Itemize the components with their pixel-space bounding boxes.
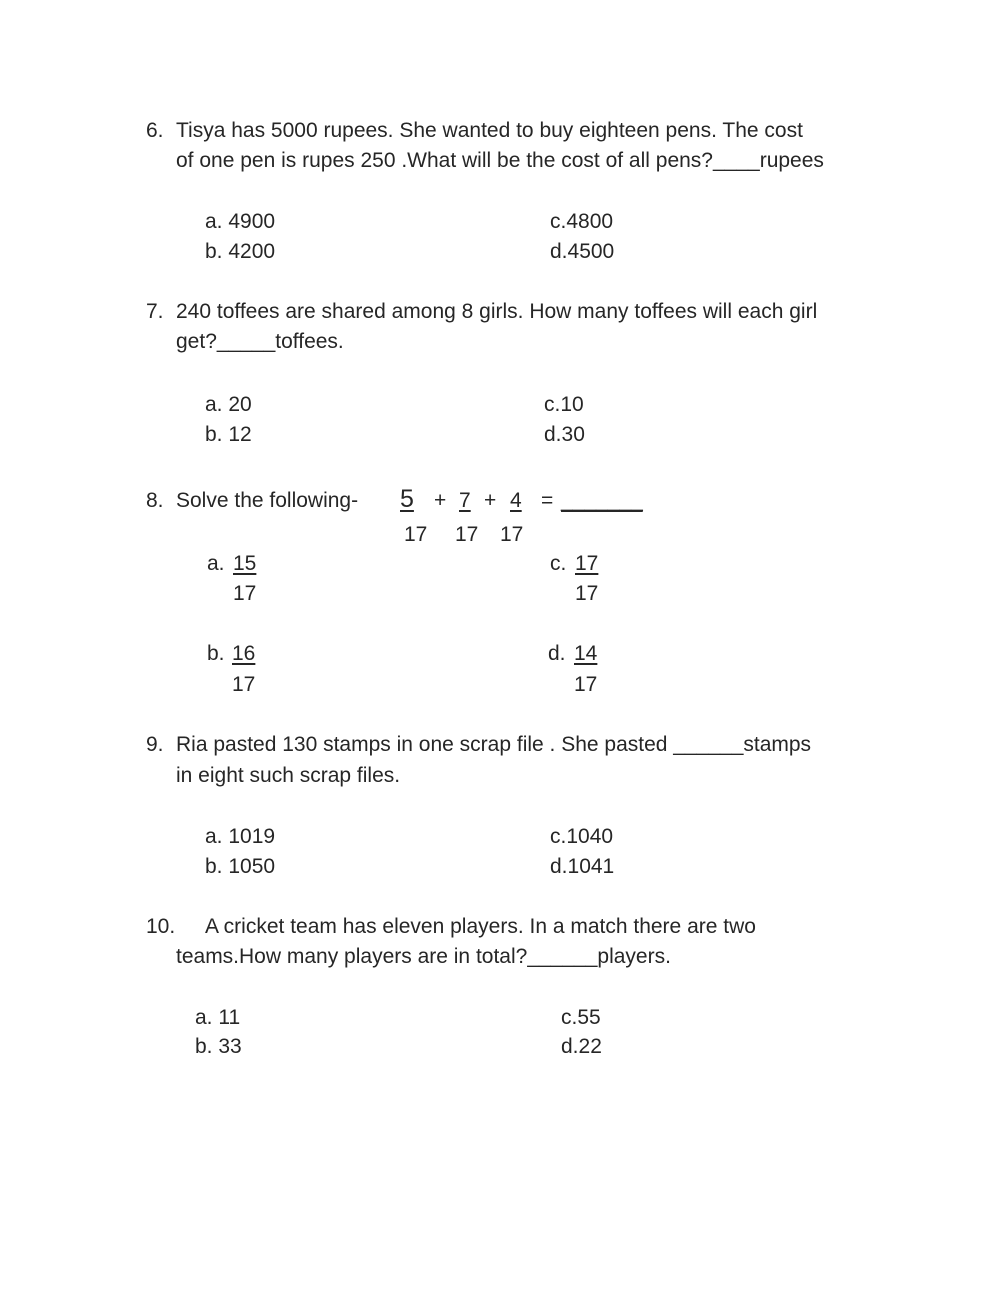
- question-9-text-line2: in eight such scrap files.: [176, 764, 401, 787]
- question-10-text-line1: A cricket team has eleven players. In a match there are two: [205, 915, 756, 938]
- fraction-2-numerator: 7: [459, 489, 471, 512]
- question-9-number: 9.: [146, 733, 164, 756]
- question-6-text-line1: Tisya has 5000 rupees. She wanted to buy eighteen pens. The cost: [176, 119, 803, 142]
- question-10-number: 10.: [146, 915, 176, 938]
- question-8-option-a-denominator: 17: [233, 582, 257, 605]
- question-8-option-c-denominator: 17: [575, 582, 599, 605]
- question-8-option-d-numerator: 14: [574, 642, 598, 665]
- answer-blank[interactable]: _______: [561, 489, 643, 512]
- question-10-option-a[interactable]: a. 11: [195, 1006, 241, 1029]
- question-10-option-c[interactable]: c.55: [561, 1006, 601, 1029]
- question-8-option-b-numerator: 16: [232, 642, 256, 665]
- question-7-option-a[interactable]: a. 20: [205, 393, 252, 416]
- equals-sign: =: [541, 489, 554, 512]
- question-10-option-d[interactable]: d.22: [561, 1035, 602, 1058]
- question-9-text-line1: Ria pasted 130 stamps in one scrap file . She pasted ______stamps: [176, 733, 812, 756]
- question-8-option-c-label[interactable]: c.: [550, 552, 567, 575]
- question-8-option-d-label[interactable]: d.: [548, 642, 566, 665]
- question-6-option-a[interactable]: a. 4900: [205, 210, 276, 233]
- question-10-option-b[interactable]: b. 33: [195, 1035, 242, 1058]
- question-8-option-b-denominator: 17: [232, 673, 256, 696]
- plus-sign: +: [484, 489, 497, 512]
- question-7-option-d[interactable]: d.30: [544, 423, 585, 446]
- fraction-1-numerator: 5: [400, 485, 414, 513]
- question-9-option-d[interactable]: d.1041: [550, 855, 615, 878]
- question-7-number: 7.: [146, 300, 164, 323]
- fraction-2-denominator: 17: [455, 523, 479, 546]
- question-8-option-c-numerator: 17: [575, 552, 599, 575]
- question-8-number: 8.: [146, 489, 164, 512]
- question-6-option-b[interactable]: b. 4200: [205, 240, 276, 263]
- question-9-option-c[interactable]: c.1040: [550, 825, 614, 848]
- fraction-3-numerator: 4: [510, 489, 522, 512]
- question-8-option-b-label[interactable]: b.: [207, 642, 225, 665]
- question-9-option-a[interactable]: a. 1019: [205, 825, 276, 848]
- question-7-option-c[interactable]: c.10: [544, 393, 584, 416]
- question-8-text: Solve the following-: [176, 489, 359, 512]
- question-9-option-b[interactable]: b. 1050: [205, 855, 276, 878]
- question-8-option-d-denominator: 17: [574, 673, 598, 696]
- fraction-1-denominator: 17: [404, 523, 428, 546]
- question-6-option-c[interactable]: c.4800: [550, 210, 614, 233]
- question-7-text-line2: get?_____toffees.: [176, 330, 344, 353]
- question-7-text-line1: 240 toffees are shared among 8 girls. How many toffees will each girl: [176, 300, 818, 323]
- question-6-number: 6.: [146, 119, 164, 142]
- question-10-text-line2: teams.How many players are in total?______players.: [176, 945, 671, 968]
- question-6-text-line2: of one pen is rupes 250 .What will be the cost of all pens?____rupees: [176, 149, 824, 172]
- question-7-option-b[interactable]: b. 12: [205, 423, 252, 446]
- question-8-option-a-label[interactable]: a.: [207, 552, 225, 575]
- question-6-option-d[interactable]: d.4500: [550, 240, 615, 263]
- plus-sign: +: [434, 489, 447, 512]
- fraction-3-denominator: 17: [500, 523, 524, 546]
- question-8-option-a-numerator: 15: [233, 552, 257, 575]
